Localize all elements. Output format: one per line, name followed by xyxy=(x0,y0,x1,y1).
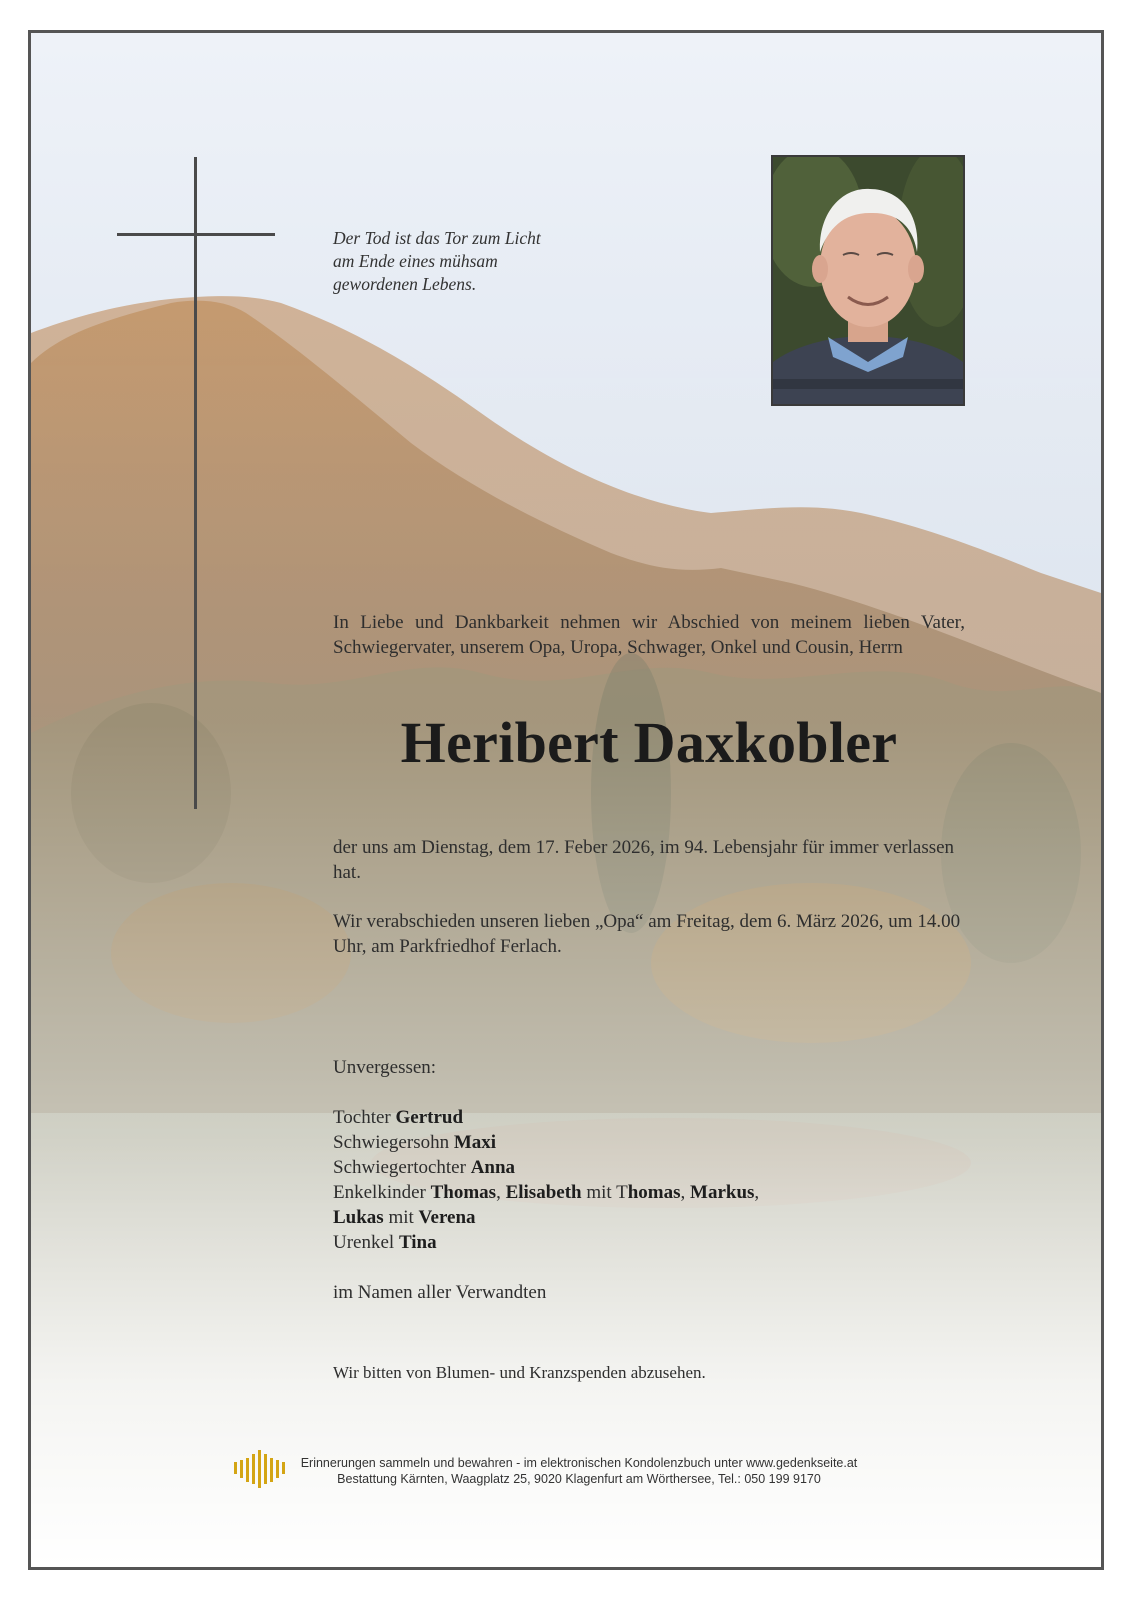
family-relation: mit xyxy=(383,1207,419,1228)
footer xyxy=(299,1455,859,1487)
bestattung-logo-icon xyxy=(232,1450,286,1488)
intro-text: In Liebe und Dankbarkeit nehmen wir Abschied von meinem lieben Vater, Schwiegervater, unserem Opa, Uropa, Schwager, Onkel und Cousin, Herrn xyxy=(333,612,965,658)
family-list xyxy=(333,1105,965,1255)
family-member-line xyxy=(333,1130,965,1155)
cross-icon-bar xyxy=(117,233,275,236)
family-member-name: Verena xyxy=(418,1207,476,1228)
family-section xyxy=(333,1055,965,1305)
family-member-name: Lukas xyxy=(333,1207,384,1228)
family-relation: , xyxy=(680,1182,691,1203)
family-member-line xyxy=(333,1205,965,1230)
family-relation: , xyxy=(754,1182,760,1203)
memorial-quote: Der Tod ist das Tor zum Licht am Ende eines mühsam gewordenen Lebens. xyxy=(333,228,541,294)
family-member-name: Maxi xyxy=(453,1132,497,1153)
family-relation: Enkelkinder xyxy=(333,1182,431,1203)
footer-address-line: Bestattung Kärnten, Waagplatz 25, 9020 Klagenfurt am Wörthersee, Tel.: 050 199 9170 xyxy=(337,1472,821,1486)
family-heading: Unvergessen: xyxy=(333,1057,437,1078)
family-relation: Tochter xyxy=(333,1107,396,1128)
family-member-name: Elisabeth xyxy=(505,1182,582,1203)
footer-kondolenz-line: Erinnerungen sammeln und bewahren - im elektronischen Kondolenzbuch unter www.gedenkseite.at xyxy=(300,1456,858,1470)
cross-icon xyxy=(194,157,197,809)
family-member-name: Thomas xyxy=(430,1182,497,1203)
family-member-name: Tina xyxy=(398,1232,437,1253)
family-relation: Schwiegersohn xyxy=(333,1132,454,1153)
family-relation: mit T xyxy=(581,1182,628,1203)
family-member-line xyxy=(333,1105,965,1130)
family-closing: im Namen aller Verwandten xyxy=(333,1282,547,1303)
family-member-line xyxy=(333,1230,965,1255)
family-member-name: homas xyxy=(627,1182,681,1203)
portrait-photo xyxy=(771,155,965,406)
family-member-name: Markus xyxy=(690,1182,755,1203)
flower-note: Wir bitten von Blumen- und Kranzspenden abzusehen. xyxy=(333,1363,706,1382)
family-member-line xyxy=(333,1180,965,1205)
funeral-info: Wir verabschieden unseren lieben „Opa“ am Freitag, dem 6. März 2026, um 14.00 Uhr, am Parkfriedhof Ferlach. xyxy=(333,911,961,957)
death-notice: der uns am Dienstag, dem 17. Feber 2026, im 94. Lebensjahr für immer verlassen hat. xyxy=(333,837,955,883)
family-member-line xyxy=(333,1155,965,1180)
family-relation: Schwiegertochter xyxy=(333,1157,471,1178)
family-member-name: Gertrud xyxy=(395,1107,464,1128)
obituary-frame xyxy=(28,30,1104,1570)
deceased-name: Heribert Daxkobler xyxy=(400,710,898,775)
family-relation: Urenkel xyxy=(333,1232,399,1253)
family-member-name: Anna xyxy=(470,1157,516,1178)
family-relation: , xyxy=(496,1182,506,1203)
